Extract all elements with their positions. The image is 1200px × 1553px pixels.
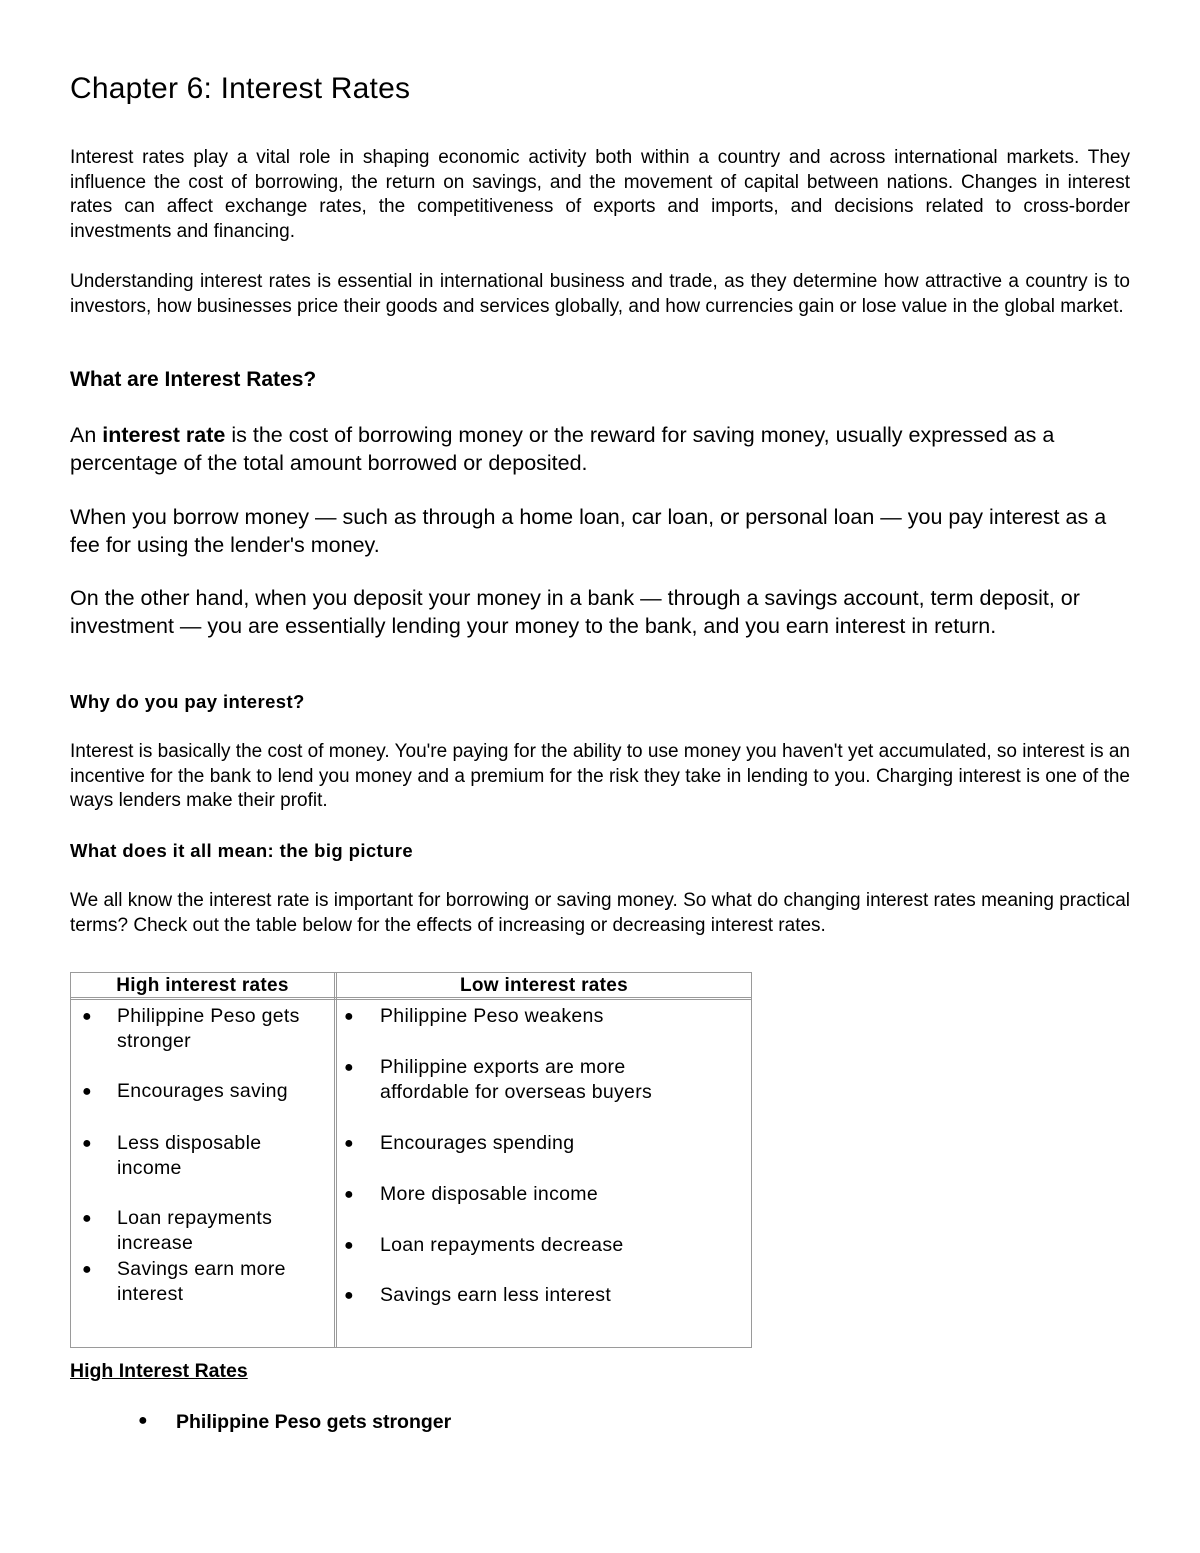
low-rates-header: Low interest rates: [459, 975, 628, 996]
high-item-4: Loan repayments increase: [117, 1207, 273, 1254]
low-item-5: Loan repayments decrease: [380, 1234, 624, 1256]
bullet-icon: ●: [344, 1237, 354, 1254]
high-item-5: Savings earn more interest: [117, 1258, 286, 1305]
chapter-title: Chapter 6: Interest Rates: [70, 72, 411, 105]
intro-paragraph-2: Understanding interest rates is essential in international business and trade, as they determine how attractive a country is to investors, how businesses price their goods and services globally, and how currencies gain or lose value in the global market.: [70, 271, 1130, 317]
bullet-icon: ●: [344, 1059, 354, 1076]
bullet-icon: ●: [344, 1186, 354, 1203]
what-are-heading: What are Interest Rates?: [70, 368, 317, 391]
section-item-1: Philippine Peso gets stronger: [176, 1411, 452, 1433]
bullet-icon: ●: [82, 1261, 92, 1278]
header-divider: [71, 997, 751, 1000]
big-picture-paragraph: We all know the interest rate is important for borrowing or saving money. So what do changing interest rates meaning practical terms? Check out the table below for the effects of increasing or decreasing interest rates.: [70, 890, 1130, 936]
high-interest-rates-heading: High Interest Rates: [70, 1360, 248, 1382]
bullet-icon: ●: [82, 1210, 92, 1227]
why-heading: Why do you pay interest?: [70, 691, 305, 712]
high-item-3: Less disposable income: [117, 1132, 262, 1179]
bullet-icon: ●: [344, 1008, 354, 1025]
intro-paragraph-1: Interest rates play a vital role in shaping economic activity both within a country and across international markets. They influence the cost of borrowing, the return on savings, and the movement of capital between nations. Changes in interest rates can affect exchange rates, the competitiveness of exports and imports, and decisions related to cross-border investments and financing.: [70, 147, 1130, 242]
why-paragraph: Interest is basically the cost of money. You're paying for the ability to use money you haven't yet accumulated, so interest is an incentive for the bank to lend you money and a premium for the risk they take in lending to you. Charging interest is one of the ways lenders make their profit.: [70, 741, 1130, 812]
bullet-icon: ●: [344, 1287, 354, 1304]
big-picture-heading: What does it all mean: the big picture: [70, 840, 414, 861]
low-item-6: Savings earn less interest: [380, 1284, 612, 1306]
low-item-3: Encourages spending: [380, 1132, 575, 1154]
bullet-icon: ●: [82, 1083, 92, 1100]
low-item-4: More disposable income: [380, 1183, 598, 1205]
bullet-icon: ●: [344, 1135, 354, 1152]
interest-effects-table: [70, 972, 752, 1348]
deposit-paragraph: On the other hand, when you deposit your money in a bank — through a savings account, term deposit, or investment — you are essentially lending your money to the bank, and you earn interest in return.: [70, 586, 1080, 638]
low-item-1: Philippine Peso weakens: [380, 1005, 604, 1027]
bullet-icon: ●: [82, 1135, 92, 1152]
low-item-2: Philippine exports are more affordable for overseas buyers: [380, 1056, 653, 1103]
bullet-icon: ●: [138, 1412, 148, 1429]
high-rates-header: High interest rates: [116, 975, 289, 996]
borrow-paragraph: When you borrow money — such as through a home loan, car loan, or personal loan — you pay interest as a fee for using the lender's money.: [70, 505, 1107, 557]
high-item-1: Philippine Peso gets stronger: [117, 1005, 300, 1052]
definition-paragraph: An interest rate is the cost of borrowing money or the reward for saving money, usually expressed as a percentage of the total amount borrowed or deposited.: [70, 423, 1055, 475]
column-divider: [334, 973, 337, 1347]
bullet-icon: ●: [82, 1008, 92, 1025]
definition-term: interest rate: [102, 423, 226, 447]
high-item-2: Encourages saving: [117, 1080, 288, 1102]
